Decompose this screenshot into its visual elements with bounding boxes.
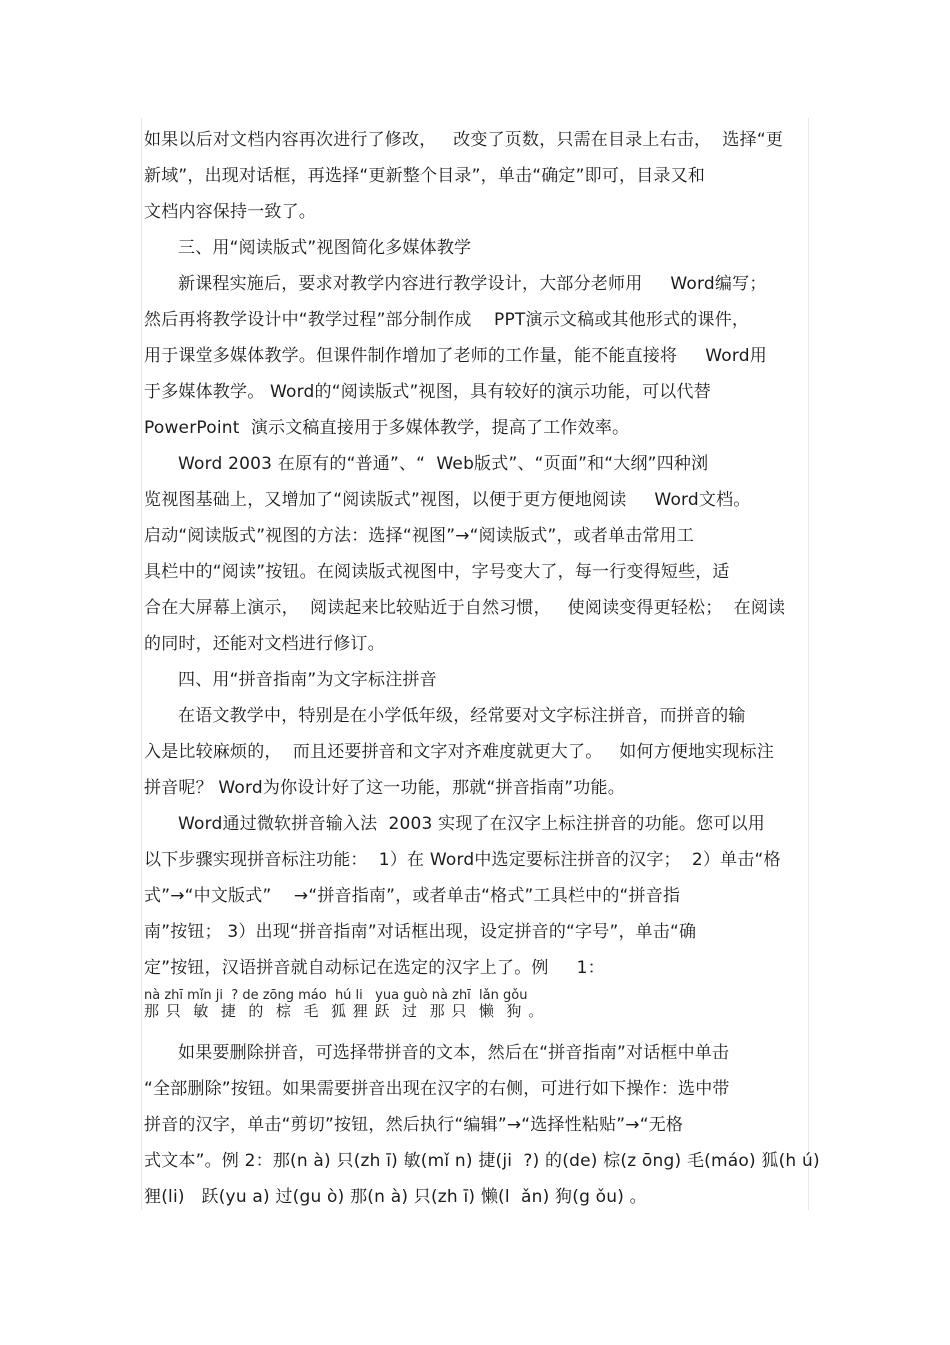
- text-line: 用于课堂多媒体教学。但课件制作增加了老师的工作量，能不能直接将 Word用: [144, 346, 767, 366]
- text-line: 览视图基础上，又增加了“阅读版式”视图，以便于更方便地阅读 Word文档。: [144, 490, 751, 510]
- text-line: 如果以后对文档内容再次进行了修改， 改变了页数，只需在目录上右击， 选择“更: [144, 130, 784, 150]
- text-line: 新域”，出现对话框，再选择“更新整个目录”，单击“确定”即可，目录又和: [144, 166, 706, 186]
- text-line: 合在大屏幕上演示， 阅读起来比较贴近于自然习惯， 使阅读变得更轻松； 在阅读: [144, 598, 786, 618]
- text-line: 狸(li) 跃(yu a) 过(gu ò) 那(n à) 只(zh ī) 懒(l ǎn) 狗(g ǒu) 。: [144, 1187, 647, 1207]
- example-hanzi: 那 只 敏 捷 的 棕 毛 狐 狸 跃 过 那 只 懒 狗 。: [144, 1002, 545, 1020]
- text-line: 文档内容保持一致了。: [144, 202, 316, 222]
- text-line: 新课程实施后，要求对教学内容进行教学设计，大部分老师用 Word编写；: [178, 274, 767, 294]
- text-line: 在语文教学中，特别是在小学低年级，经常要对文字标注拼音，而拼音的输: [178, 706, 746, 726]
- text-line: 于多媒体教学。 Word的“阅读版式”视图，具有较好的演示功能，可以代替: [144, 382, 711, 402]
- text-line: 定”按钮，汉语拼音就自动标记在选定的汉字上了。例 1：: [144, 958, 605, 978]
- text-line: 具栏中的“阅读”按钮。在阅读版式视图中，字号变大了，每一行变得短些，适: [144, 562, 730, 582]
- text-line: Word通过微软拼音输入法 2003 实现了在汉字上标注拼音的功能。您可以用: [178, 814, 765, 834]
- text-line: 启动“阅读版式”视图的方法：选择“视图”→“阅读版式”，或者单击常用工: [144, 526, 695, 546]
- text-line: 以下步骤实现拼音标注功能： 1）在 Word中选定要标注拼音的汉字； 2）单击“格: [144, 850, 781, 870]
- section-heading: 三、用“阅读版式”视图简化多媒体教学: [178, 238, 472, 258]
- text-line: “全部删除”按钮。如果需要拼音出现在汉字的右侧，可进行如下操作：选中带: [144, 1079, 730, 1099]
- text-line: Word 2003 在原有的“普通”、“ Web版式”、“页面”和“大纲”四种浏: [178, 454, 709, 474]
- text-line: 式”→“中文版式” →“拼音指南”，或者单击“格式”工具栏中的“拼音指: [144, 886, 681, 906]
- text-line: 式文本”。例 2：那(n à) 只(zh ī) 敏(mǐ n) 捷(ji ?) 的(de) 棕(z ōng) 毛(máo) 狐(h ú): [144, 1151, 820, 1171]
- text-line: 拼音的汉字，单击“剪切”按钮，然后执行“编辑”→“选择性粘贴”→“无格: [144, 1115, 684, 1135]
- text-line: 拼音呢？ Word为你设计好了这一功能，那就“拼音指南”功能。: [144, 778, 625, 798]
- text-line: PowerPoint 演示文稿直接用于多媒体教学，提高了工作效率。: [144, 418, 630, 438]
- text-line: 如果要删除拼音，可选择带拼音的文本，然后在“拼音指南”对话框中单击: [178, 1043, 730, 1063]
- example-pinyin: nà zhī mǐn ji ? de zōng máo hú li yua guò nà zhī lǎn gǒu: [144, 988, 528, 1003]
- text-line: 的同时，还能对文档进行修订。: [144, 634, 385, 654]
- text-line: 然后再将教学设计中“教学过程”部分制作成 PPT演示文稿或其他形式的课件，: [144, 310, 750, 330]
- section-heading: 四、用“拼音指南”为文字标注拼音: [178, 670, 437, 690]
- text-line: 入是比较麻烦的， 而且还要拼音和文字对齐难度就更大了。 如何方便地实现标注: [144, 742, 775, 762]
- text-line: 南”按钮； 3）出现“拼音指南”对话框出现，设定拼音的“字号”，单击“确: [144, 922, 697, 942]
